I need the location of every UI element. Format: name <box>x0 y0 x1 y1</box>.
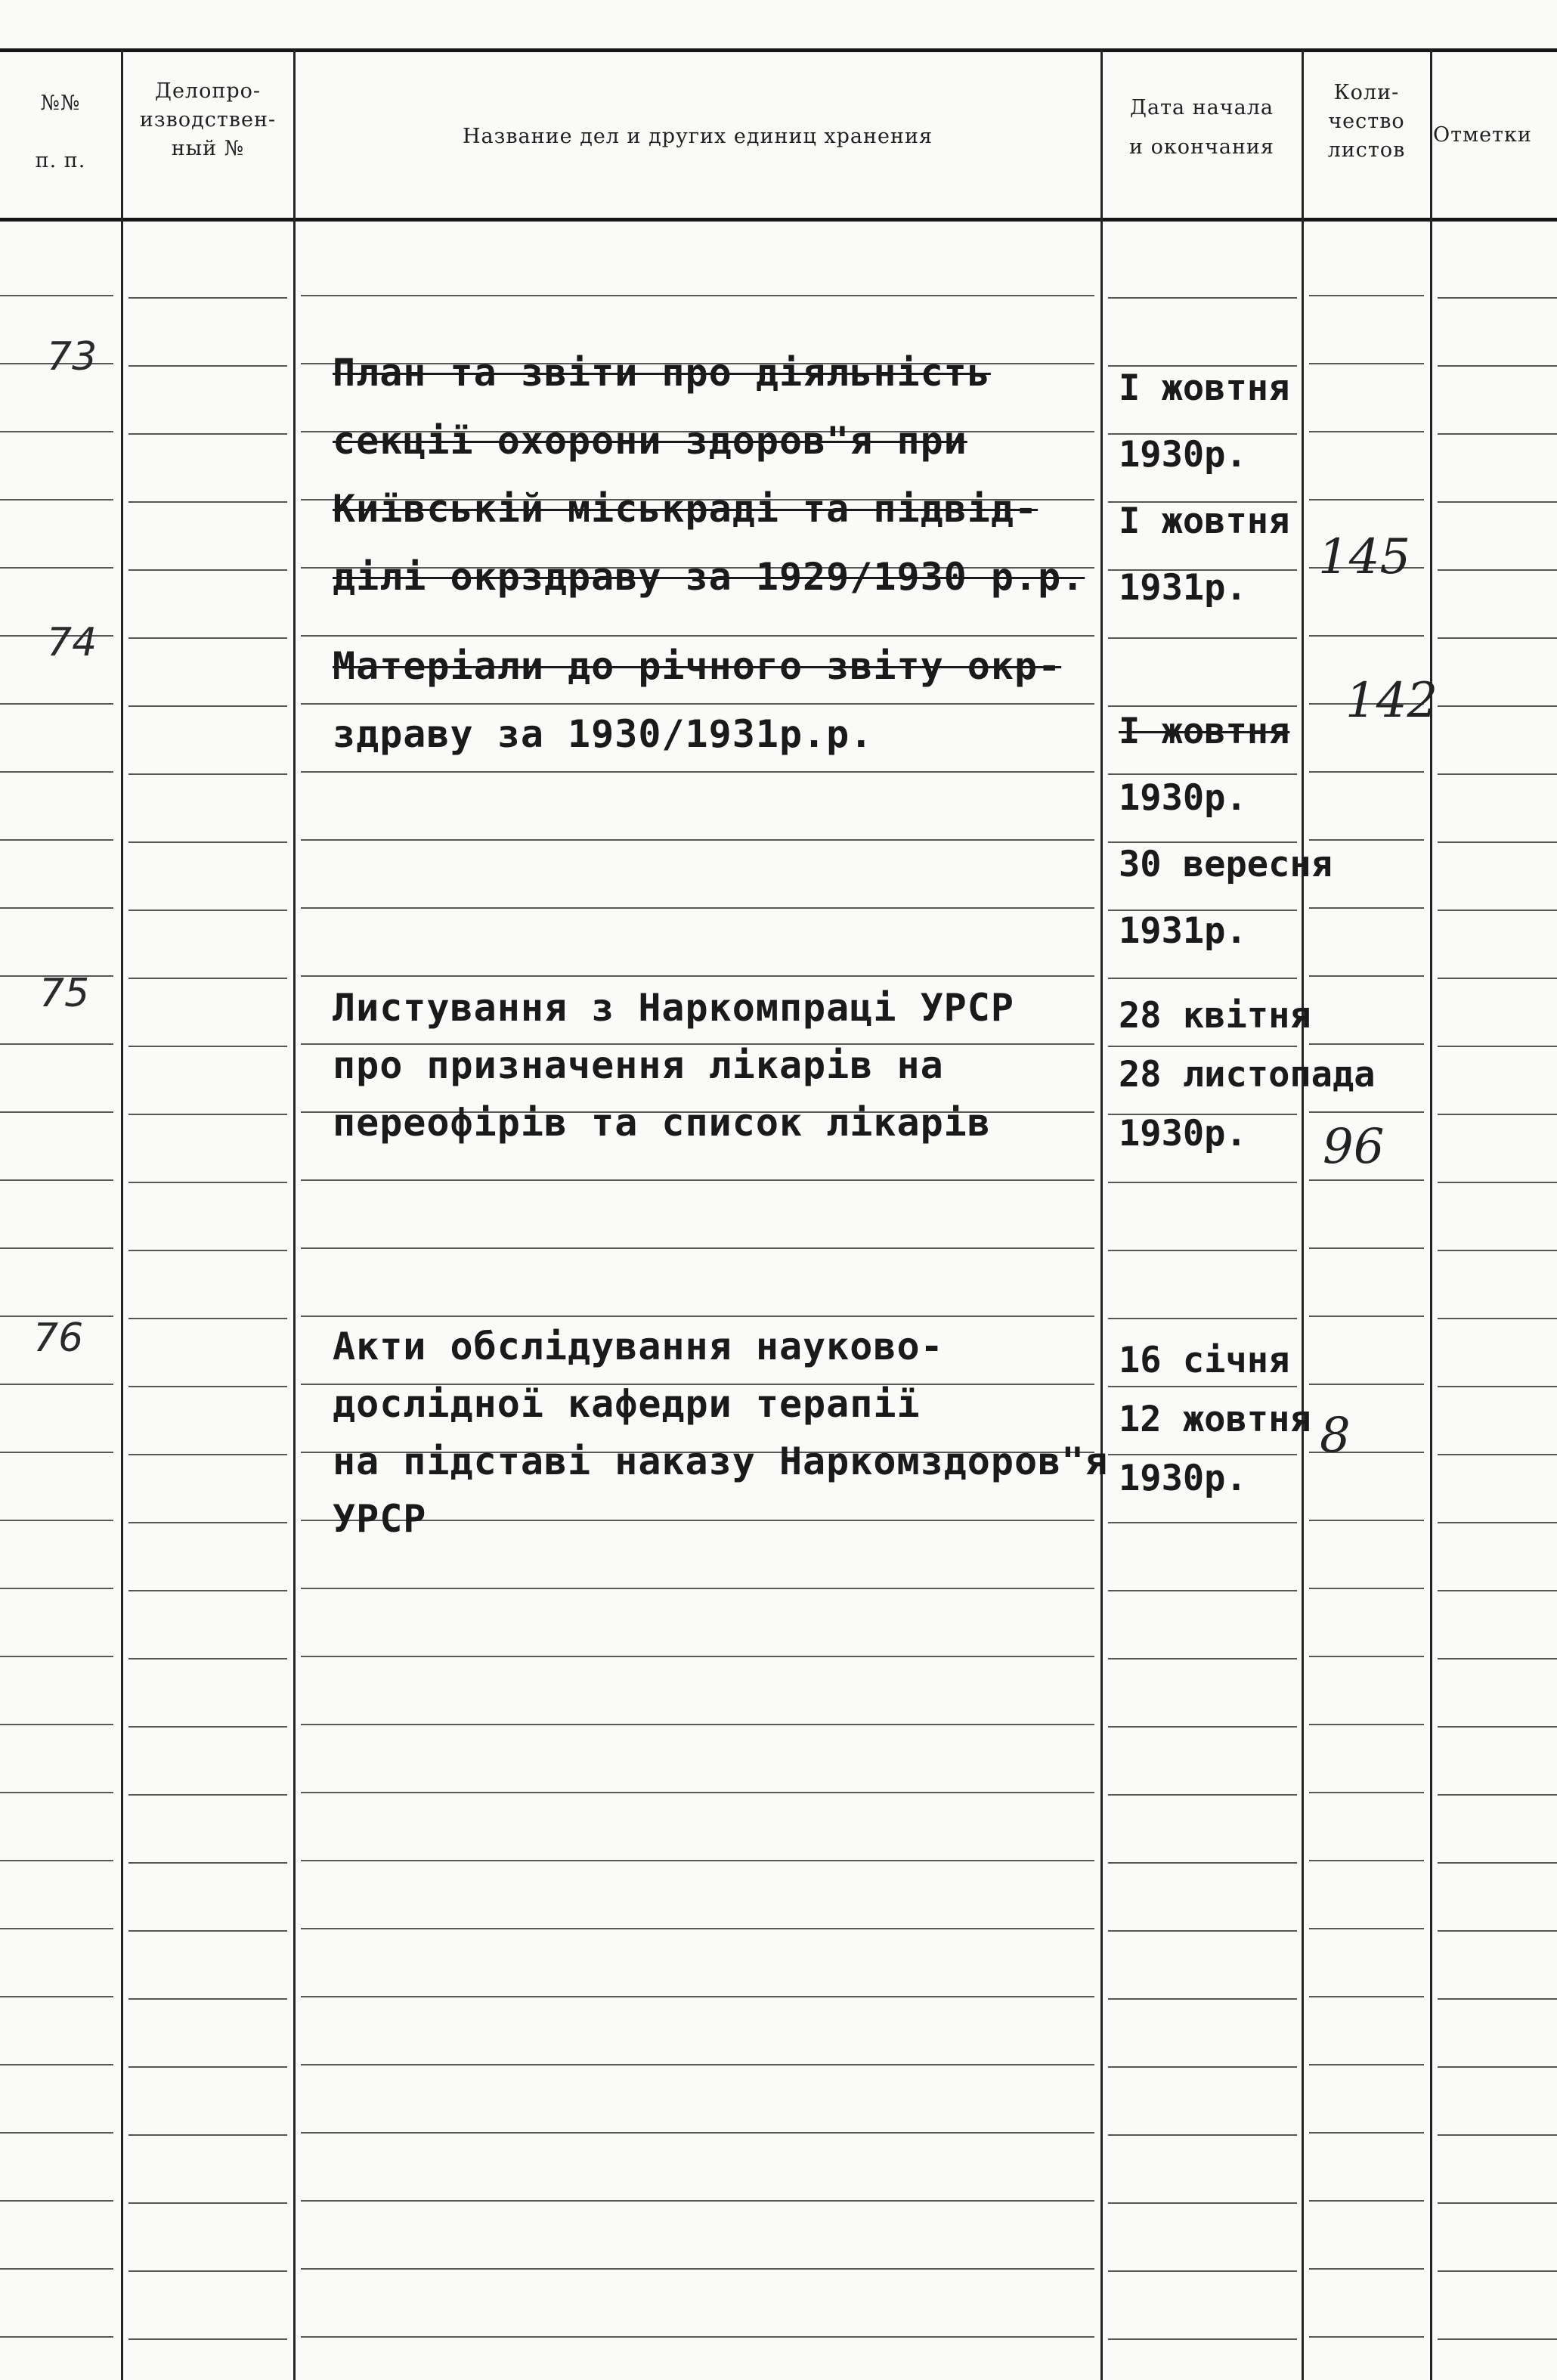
ruled-line <box>301 1656 1094 1657</box>
ruled-line <box>128 1726 287 1728</box>
ruled-line <box>1309 1384 1424 1385</box>
ruled-line <box>128 841 287 843</box>
entry-number: 76 <box>33 1316 84 1361</box>
ruled-line <box>0 2336 113 2338</box>
ruled-line <box>1438 773 1557 775</box>
ruled-line <box>128 1250 287 1251</box>
entry-dates: I жовтня 1930р. 30 вересня 1931р. <box>1119 711 1333 952</box>
ruled-line <box>0 295 113 296</box>
ruled-line <box>128 2134 287 2136</box>
ruled-line <box>1108 1658 1297 1659</box>
ruled-line <box>128 1522 287 1523</box>
ruled-line <box>1309 499 1424 500</box>
ruled-line <box>0 839 113 841</box>
entry-number: 75 <box>39 971 90 1016</box>
ruled-line <box>1108 2202 1297 2204</box>
ruled-line <box>301 1860 1094 1861</box>
ruled-line <box>1309 363 1424 364</box>
ruled-line <box>1108 1590 1297 1591</box>
ruled-line <box>1309 1588 1424 1589</box>
ruled-line <box>1108 1998 1297 2000</box>
ruled-line <box>1309 1520 1424 1521</box>
ruled-line <box>1108 1522 1297 1523</box>
ruled-line <box>1438 1998 1557 2000</box>
ruled-line <box>128 637 287 639</box>
entry-number: 73 <box>47 334 98 380</box>
ruled-line <box>1108 2066 1297 2068</box>
ruled-line <box>1438 637 1557 639</box>
entry-dates: 16 січня 12 жовтня 1930р. <box>1119 1340 1311 1499</box>
ruled-line <box>301 1588 1094 1589</box>
ruled-line <box>301 1179 1094 1181</box>
ruled-line <box>1438 1046 1557 1047</box>
ruled-line <box>128 1862 287 1864</box>
ruled-line <box>0 2132 113 2134</box>
ruled-line <box>1309 1179 1424 1181</box>
entry-title: Матеріали до річного звіту окр- здраву за 1930/1931р.р. <box>333 644 1062 756</box>
ruled-line <box>1438 1182 1557 1183</box>
ruled-line <box>0 2064 113 2065</box>
ruled-line <box>301 1792 1094 1793</box>
ruled-line <box>1438 1386 1557 1387</box>
ruled-line <box>128 1930 287 1932</box>
ruled-line <box>1309 1316 1424 1317</box>
ruled-line <box>0 703 113 705</box>
ruled-line <box>128 1590 287 1591</box>
ruled-line <box>1108 1726 1297 1728</box>
ruled-line <box>1438 2338 1557 2340</box>
ruled-line <box>1309 295 1424 296</box>
ruled-line <box>128 1318 287 1319</box>
ruled-line <box>128 1114 287 1115</box>
ruled-line <box>1438 1862 1557 1864</box>
ruled-line <box>1438 1726 1557 1728</box>
ruled-line <box>1108 1318 1297 1319</box>
header-notes: Отметки <box>1433 123 1532 147</box>
ruled-line <box>128 433 287 435</box>
ruled-line <box>0 1247 113 1249</box>
ruled-line <box>0 1656 113 1657</box>
ruled-line <box>128 501 287 503</box>
ruled-line <box>301 771 1094 773</box>
ruled-line <box>1438 1590 1557 1591</box>
ruled-line <box>1438 2134 1557 2136</box>
column-divider <box>121 50 123 2380</box>
ruled-line <box>1438 2202 1557 2204</box>
ruled-line <box>128 705 287 707</box>
entry-dates: 28 квітня 28 листопада 1930р. <box>1119 995 1376 1154</box>
ruled-line <box>0 1588 113 1589</box>
header-rule <box>0 218 1557 222</box>
ruled-line <box>128 1046 287 1047</box>
ruled-line <box>128 2202 287 2204</box>
ruled-line <box>1309 1792 1424 1793</box>
column-divider <box>1302 50 1304 2380</box>
ruled-line <box>1309 1724 1424 1725</box>
ruled-line <box>1438 1114 1557 1115</box>
ruled-line <box>1438 1658 1557 1659</box>
ruled-line <box>0 1452 113 1453</box>
ruled-line <box>301 1247 1094 1249</box>
ruled-line <box>1309 431 1424 432</box>
ruled-line <box>301 1996 1094 1997</box>
entry-sheet-count: 145 <box>1318 529 1411 585</box>
entry-sheet-count: 96 <box>1323 1119 1385 1175</box>
ruled-line <box>1108 1182 1297 1183</box>
ruled-line <box>1438 433 1557 435</box>
ruled-line <box>0 499 113 500</box>
header-dates: Дата начала и окончания <box>1129 96 1274 159</box>
ruled-line <box>128 978 287 979</box>
ruled-line <box>0 567 113 569</box>
ruled-line <box>301 1724 1094 1725</box>
ruled-line <box>1309 2268 1424 2270</box>
ruled-line <box>1108 2270 1297 2272</box>
entry-title: Листування з Наркомпраці УРСР про призначення лікарів на переофірів та список лікарів <box>333 986 1014 1145</box>
ruled-line <box>1438 569 1557 571</box>
column-divider <box>1430 50 1432 2380</box>
entry-title: План та звіти про діяльність секції охорони здоров"я при Київській міськраді та підвід- ділі окрздраву за 1929/1930 р.р. <box>333 351 1085 599</box>
ruled-line <box>1438 1930 1557 1932</box>
ruled-line <box>1309 2064 1424 2065</box>
ruled-line <box>1108 297 1297 299</box>
ruled-line <box>128 1454 287 1455</box>
ruled-line <box>1309 2200 1424 2202</box>
ruled-line <box>128 1998 287 2000</box>
ruled-line <box>1309 2132 1424 2134</box>
ruled-line <box>0 1179 113 1181</box>
ruled-line <box>1309 2336 1424 2338</box>
ruled-line <box>1309 1860 1424 1861</box>
ruled-line <box>1438 1794 1557 1796</box>
ruled-line <box>1438 1454 1557 1455</box>
ruled-line <box>301 295 1094 296</box>
entry-sheet-count: 142 <box>1345 673 1438 729</box>
ruled-line <box>1309 1928 1424 1929</box>
ruled-line <box>1108 637 1297 639</box>
ruled-line <box>0 1792 113 1793</box>
entry-number: 74 <box>47 620 98 665</box>
entry-title: Акти обслідування науково- дослідної кафедри терапії на підставі наказу Наркомздоров"я УРСР <box>333 1325 1109 1541</box>
ruled-line <box>301 2064 1094 2065</box>
ruled-line <box>1438 1522 1557 1523</box>
ruled-line <box>1438 2270 1557 2272</box>
header-title: Название дел и других единиц хранения <box>462 125 933 148</box>
ruled-line <box>1438 1318 1557 1319</box>
ruled-line <box>0 1860 113 1861</box>
ruled-line <box>128 365 287 367</box>
ruled-line <box>1108 2338 1297 2340</box>
ruled-line <box>1108 1862 1297 1864</box>
ruled-line <box>1309 635 1424 637</box>
ruled-line <box>0 1043 113 1045</box>
ruled-line <box>1438 841 1557 843</box>
ruled-line <box>0 1111 113 1113</box>
top-rule <box>0 48 1557 52</box>
header-sheet-count: Коли- чество листов <box>1327 81 1406 162</box>
ruled-line <box>1438 910 1557 911</box>
ruled-line <box>1108 978 1297 979</box>
ruled-line <box>1438 978 1557 979</box>
ruled-line <box>1309 1996 1424 1997</box>
column-divider <box>1100 50 1103 2380</box>
ruled-line <box>1108 2134 1297 2136</box>
header-office-number: Делопро- изводствен- ный № <box>139 79 277 160</box>
ruled-line <box>128 2338 287 2340</box>
ruled-line <box>1438 1250 1557 1251</box>
ruled-line <box>1108 1794 1297 1796</box>
ruled-line <box>0 907 113 909</box>
ruled-line <box>1438 365 1557 367</box>
ruled-line <box>1309 1247 1424 1249</box>
ruled-line <box>1309 975 1424 977</box>
ruled-line <box>1309 1656 1424 1657</box>
entry-sheet-count: 8 <box>1320 1408 1351 1464</box>
ruled-line <box>1438 501 1557 503</box>
ruled-line <box>0 1384 113 1385</box>
ruled-line <box>0 1996 113 1997</box>
ruled-line <box>128 2270 287 2272</box>
ruled-line <box>301 1928 1094 1929</box>
ruled-line <box>0 431 113 432</box>
ruled-line <box>128 773 287 775</box>
ruled-line <box>128 1794 287 1796</box>
ruled-line <box>301 2200 1094 2202</box>
ruled-line <box>301 907 1094 909</box>
header-number: №№ п. п. <box>35 91 86 172</box>
ruled-line <box>1438 705 1557 707</box>
ruled-line <box>1108 1250 1297 1251</box>
ruled-line <box>128 297 287 299</box>
column-divider <box>293 50 296 2380</box>
ruled-line <box>128 569 287 571</box>
ruled-line <box>128 1182 287 1183</box>
ruled-line <box>0 2268 113 2270</box>
ruled-line <box>128 2066 287 2068</box>
ruled-line <box>0 2200 113 2202</box>
ruled-line <box>1108 1930 1297 1932</box>
ruled-line <box>0 771 113 773</box>
ruled-line <box>1438 297 1557 299</box>
ruled-line <box>0 1928 113 1929</box>
ruled-line <box>301 839 1094 841</box>
entry-dates: I жовтня 1930р. I жовтня 1931р. <box>1119 367 1290 609</box>
ruled-line <box>301 2268 1094 2270</box>
ruled-line <box>1438 2066 1557 2068</box>
ruled-line <box>128 1658 287 1659</box>
ruled-line <box>0 1724 113 1725</box>
ruled-line <box>301 2132 1094 2134</box>
ruled-line <box>301 2336 1094 2338</box>
ruled-line <box>128 910 287 911</box>
ruled-line <box>0 1520 113 1521</box>
ruled-line <box>128 1386 287 1387</box>
